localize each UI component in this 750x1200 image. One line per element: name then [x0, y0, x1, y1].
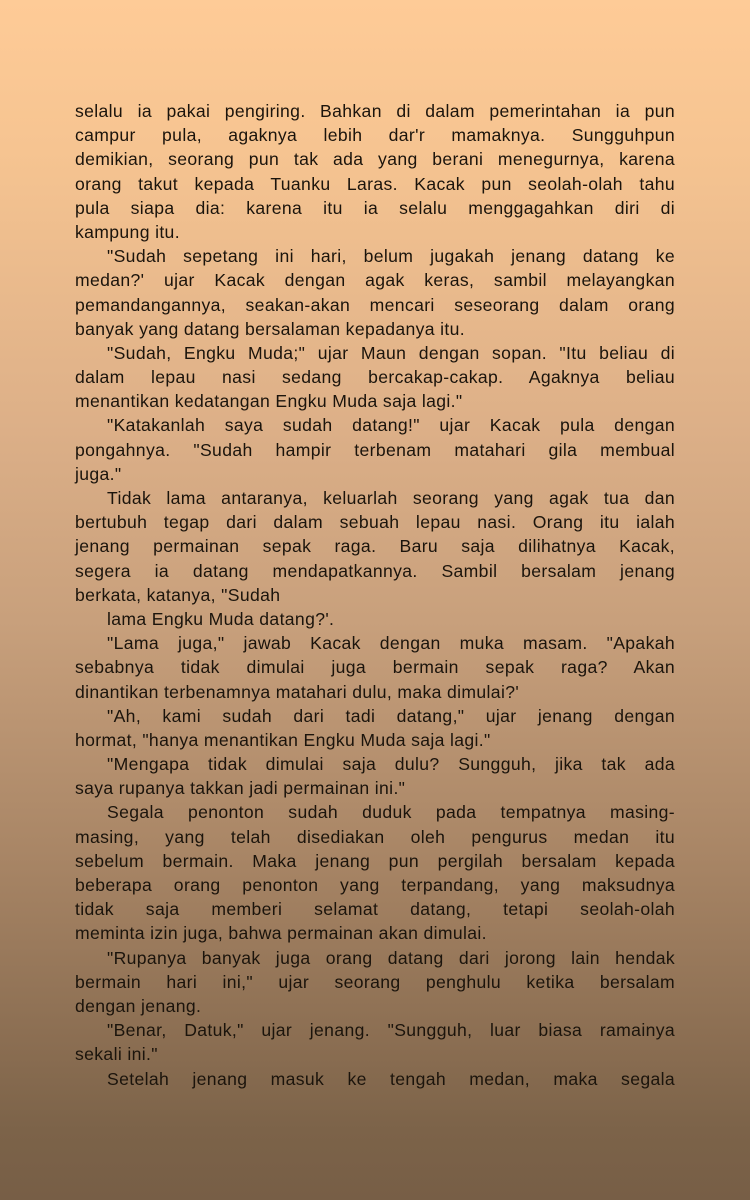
text-line: banyak yang datang bersalaman kepadanya itu. — [75, 318, 466, 339]
text-line: demikian, seorang pun tak ada yang berani menegurnya, karena — [75, 149, 675, 170]
text-line: segera ia datang mendapatkannya. Sambil bersalam jenang — [75, 560, 675, 581]
paragraph — [75, 341, 675, 414]
text-line: meminta izin juga, bahwa permainan akan dimulai. — [75, 923, 487, 944]
text-line: "Lama juga," jawab Kacak dengan muka masam. "Apakah — [107, 633, 675, 654]
text-line: bermain hari ini," ujar seorang penghulu ketika bersalam — [75, 971, 675, 992]
text-line: beberapa orang penonton yang terpandang, yang maksudnya — [75, 875, 675, 895]
paragraph — [75, 631, 675, 704]
text-line: Segala penonton sudah duduk pada tempatnya masing- — [107, 802, 675, 823]
text-line: "Sudah, Engku Muda;" ujar Maun dengan sopan. "Itu beliau di — [107, 342, 675, 363]
text-line: dalam lepau nasi sedang bercakap-cakap. Agaknya beliau — [75, 367, 675, 388]
text-line: lama Engku Muda datang?'. — [107, 608, 335, 629]
text-line: berkata, katanya, "Sudah — [75, 584, 281, 605]
text-line: hormat, "hanya menantikan Engku Muda saja lagi." — [75, 729, 491, 750]
text-line: juga." — [75, 463, 122, 484]
paragraph — [75, 946, 675, 1019]
text-line: campur pula, agaknya lebih dar'r mamaknya. Sungguhpun — [75, 125, 675, 146]
text-line: sebelum bermain. Maka jenang pun pergilah bersalam kepada — [75, 850, 675, 871]
text-line: "Ah, kami sudah dari tadi datang," ujar jenang dengan — [107, 705, 675, 726]
text-line: "Sudah sepetang ini hari, belum jugakah jenang datang ke — [107, 246, 675, 267]
text-line: "Mengapa tidak dimulai saja dulu? Sungguh, jika tak ada — [107, 754, 675, 775]
text-line: sekali ini." — [75, 1044, 158, 1065]
text-line: bertubuh tegap dari dalam sebuah lepau nasi. Orang itu ialah — [75, 512, 675, 533]
paragraph — [75, 244, 675, 341]
text-line: pemandangannya, seakan-akan mencari seseorang dalam orang — [75, 294, 675, 315]
text-line: jenang permainan sepak raga. Baru saja dilihatnya Kacak, — [75, 536, 675, 557]
text-line: saya rupanya takkan jadi permainan ini." — [75, 778, 406, 799]
text-line: medan?' ujar Kacak dengan agak keras, sambil melayangkan — [75, 270, 675, 291]
paragraph — [75, 486, 675, 607]
paragraph — [75, 704, 675, 752]
text-line: tidak saja memberi selamat datang, tetapi seolah-olah — [75, 899, 675, 920]
text-line: dengan jenang. — [75, 995, 202, 1016]
text-line: Tidak lama antaranya, keluarlah seorang yang agak tua dan — [107, 488, 675, 508]
paragraph — [75, 1018, 675, 1066]
text-line: kampung itu. — [75, 221, 180, 242]
paragraph — [75, 413, 675, 486]
text-line: Setelah jenang masuk ke tengah medan, maka segala — [107, 1068, 675, 1089]
text-line: sebabnya tidak dimulai juga bermain sepak raga? Akan — [75, 657, 675, 678]
text-line: pula siapa dia: karena itu ia selalu menggagahkan diri di — [75, 197, 675, 218]
text-line: "Katakanlah saya sudah datang!" ujar Kacak pula dengan — [107, 415, 675, 436]
paragraph — [75, 607, 675, 631]
text-line: pongahnya. "Sudah hampir terbenam matahari gila membual — [75, 439, 675, 460]
text-line: orang takut kepada Tuanku Laras. Kacak pun seolah-olah tahu — [75, 173, 675, 194]
text-line: "Rupanya banyak juga orang datang dari jorong lain hendak — [107, 947, 675, 968]
text-line: dinantikan terbenamnya matahari dulu, maka dimulai?' — [75, 681, 520, 702]
text-line: "Benar, Datuk," ujar jenang. "Sungguh, luar biasa ramainya — [107, 1020, 675, 1041]
text-line: masing, yang telah disediakan oleh pengurus medan itu — [75, 826, 675, 847]
text-line: selalu ia pakai pengiring. Bahkan di dalam pemerintahan ia pun — [75, 101, 675, 121]
text-line: menantikan kedatangan Engku Muda saja lagi." — [75, 391, 463, 412]
book-page-body — [75, 99, 675, 1091]
paragraph — [75, 752, 675, 800]
paragraph — [75, 800, 675, 945]
paragraph — [75, 99, 675, 244]
paragraph — [75, 1067, 675, 1091]
